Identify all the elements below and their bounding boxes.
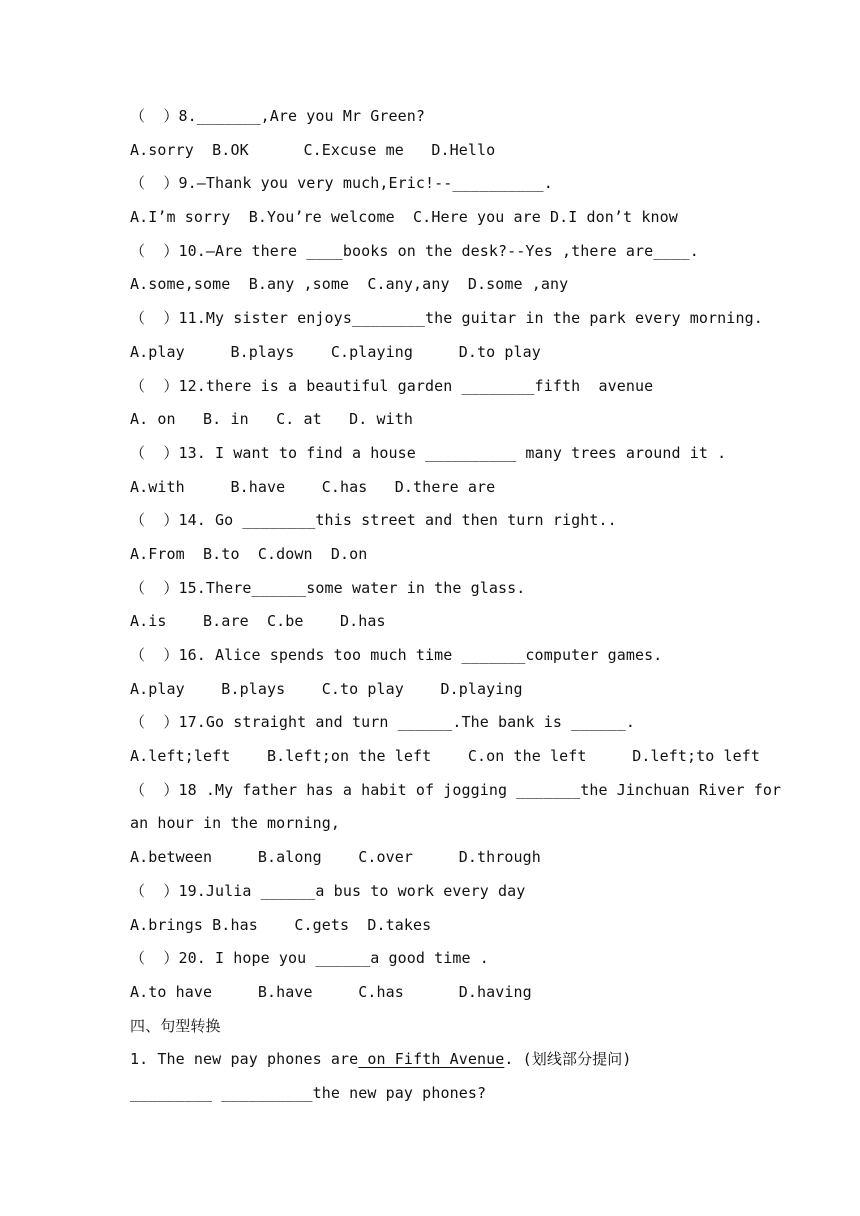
question-18-continued: an hour in the morning,: [130, 814, 341, 833]
question-11: （ ）11.My sister enjoys________the guitar in the park every morning.: [130, 309, 763, 328]
question-20: （ ）20. I hope you ______a good time .: [130, 949, 489, 968]
question-12-options: A. on B. in C. at D. with: [130, 410, 414, 429]
rewrite-question-1-answer: _________ __________the new pay phones?: [130, 1083, 487, 1102]
question-20-options: A.to have B.have C.has D.having: [130, 982, 532, 1001]
question-12: （ ）12.there is a beautiful garden ________fifth avenue: [130, 376, 654, 395]
question-15: （ ）15.There______some water in the glass.: [130, 578, 526, 597]
question-10-options: A.some,some B.any ,some C.any,any D.some ,any: [130, 275, 569, 294]
question-13-options: A.with B.have C.has D.there are: [130, 477, 496, 496]
question-9-options: A.I’m sorry B.You’re welcome C.Here you are D.I don’t know: [130, 208, 678, 227]
question-13: （ ）13. I want to find a house __________ many trees around it .: [130, 443, 727, 462]
question-15-options: A.is B.are C.be D.has: [130, 612, 386, 631]
rewrite-1-underlined: on Fifth Avenue: [358, 1050, 505, 1069]
question-16: （ ）16. Alice spends too much time _______computer games.: [130, 646, 663, 664]
question-11-options: A.play B.plays C.playing D.to play: [130, 342, 541, 361]
question-18: （ ）18 .My father has a habit of jogging _______the Jinchuan River for: [130, 780, 782, 799]
rewrite-1-suffix: . (划线部分提问): [504, 1050, 632, 1069]
question-list: [130, 100, 782, 1111]
question-18-options: A.between B.along C.over D.through: [130, 848, 541, 867]
question-14-options: A.From B.to C.down D.on: [130, 544, 368, 563]
question-14: （ ）14. Go ________this street and then turn right..: [130, 511, 617, 530]
question-17: （ ）17.Go straight and turn ______.The bank is ______.: [130, 713, 635, 732]
rewrite-question-1: [130, 1043, 740, 1077]
question-19: （ ）19.Julia ______a bus to work every day: [130, 881, 526, 900]
question-9: （ ）9.—Thank you very much,Eric!--__________.: [130, 174, 553, 193]
question-16-options: A.play B.plays C.to play D.playing: [130, 679, 523, 698]
rewrite-1-prefix: 1. The new pay phones are: [130, 1050, 359, 1069]
question-10: （ ）10.—Are there ____books on the desk?--Yes ,there are____.: [130, 241, 699, 260]
question-8-options: A.sorry B.OK C.Excuse me D.Hello: [130, 140, 496, 159]
question-19-options: A.brings B.has C.gets D.takes: [130, 915, 432, 934]
section-heading: 四、句型转换: [130, 1016, 221, 1035]
question-17-options: A.left;left B.left;on the left C.on the left D.left;to left: [130, 747, 761, 766]
question-8: （ ）8._______,Are you Mr Green?: [130, 107, 425, 125]
